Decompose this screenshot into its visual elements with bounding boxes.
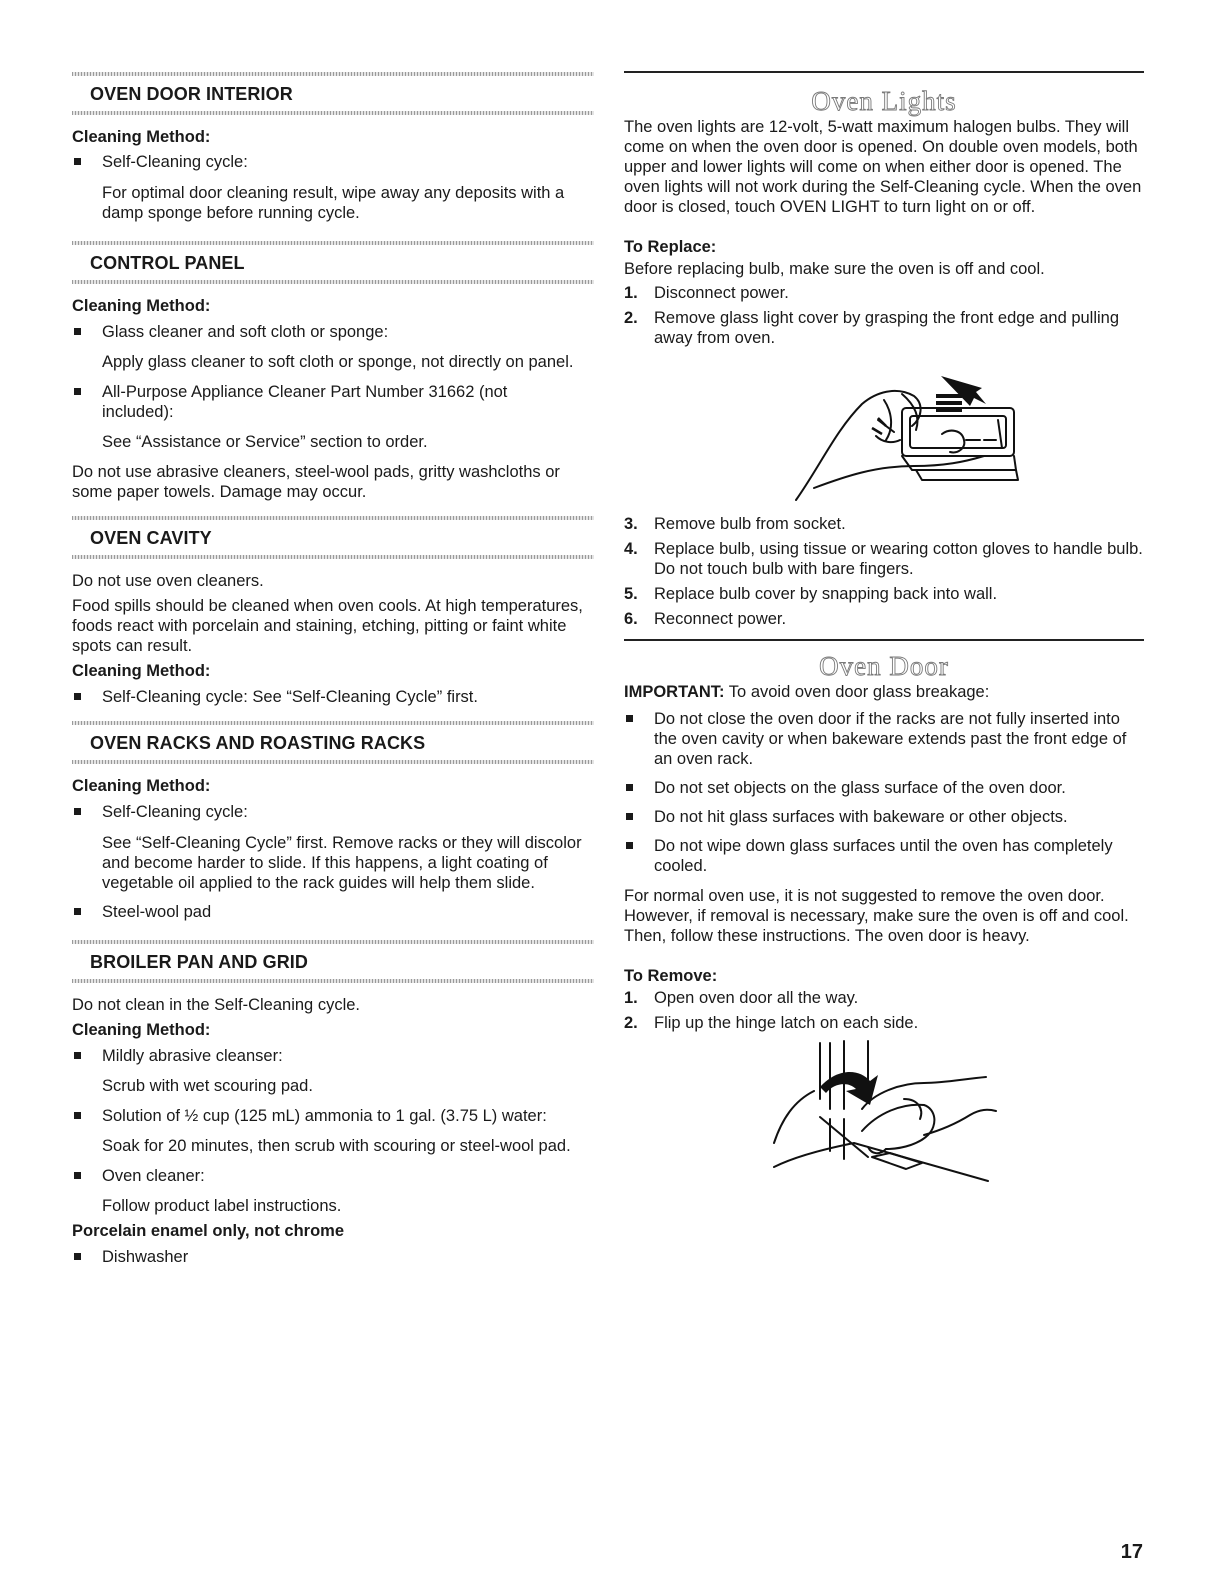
important-note: IMPORTANT: To avoid oven door glass breakage: (624, 683, 990, 701)
section-control-panel (72, 241, 594, 502)
section-title: BROILER PAN AND GRID (90, 952, 308, 972)
bullet-item: Mildly abrasive cleanser: (72, 1046, 594, 1066)
paragraph: Do not use oven cleaners. (72, 572, 264, 590)
section-oven-door-interior (72, 72, 594, 223)
bullet-item: Do not wipe down glass surfaces until the oven has completely cooled. (624, 836, 1144, 876)
page-number: 17 (1120, 1541, 1143, 1563)
section-title: OVEN RACKS AND ROASTING RACKS (90, 733, 426, 753)
cleaning-method-label: Cleaning Method: (72, 777, 211, 795)
bullet-item: Do not set objects on the glass surface of the oven door. (624, 778, 1144, 798)
section-oven-cavity (72, 516, 594, 707)
bullet-item: Self-Cleaning cycle: (72, 152, 594, 172)
bullet-item: Glass cleaner and soft cloth or sponge: (72, 322, 594, 342)
bullet-item: Self-Cleaning cycle: (72, 802, 594, 822)
light-cover-illustration (624, 348, 1144, 514)
oven-lights-intro: The oven lights are 12-volt, 5-watt maximum halogen bulbs. They will come on when the oven door is opened. On double oven models, both upper and lower lights will come on when either door is opened. The oven lights will not work during the Self-Cleaning cycle. When the oven door is closed, touch OVEN LIGHT to turn light on or off. (624, 118, 1142, 216)
bullet-detail: Scrub with wet scouring pad. (102, 1077, 313, 1095)
replace-intro: Before replacing bulb, make sure the oven is off and cool. (624, 260, 1045, 278)
section-title: OVEN CAVITY (90, 528, 212, 548)
bullet-item: Do not hit glass surfaces with bakeware or other objects. (624, 807, 1144, 827)
step-item: 4. Replace bulb, using tissue or wearing cotton gloves to handle bulb. Do not touch bulb with bare fingers. (624, 540, 1143, 578)
cleaning-method-label: Cleaning Method: (72, 1021, 211, 1039)
hinge-latch-illustration (624, 1039, 1144, 1189)
step-item: 5. Replace bulb cover by snapping back into wall. (624, 585, 998, 603)
oven-lights-title: Oven Lights (811, 86, 957, 116)
bullet-item: Steel-wool pad (72, 902, 594, 922)
cleaning-method-label: Cleaning Method: (72, 128, 211, 146)
step-item: 2. Flip up the hinge latch on each side. (624, 1014, 919, 1032)
porcelain-label: Porcelain enamel only, not chrome (72, 1222, 345, 1240)
bullet-item: Solution of ½ cup (125 mL) ammonia to 1 gal. (3.75 L) water: (72, 1106, 594, 1126)
step-item: 3. Remove bulb from socket. (624, 515, 846, 533)
bullet-detail: Apply glass cleaner to soft cloth or sponge, not directly on panel. (102, 353, 574, 371)
to-replace-label: To Replace: (624, 238, 717, 256)
remove-steps (624, 988, 1144, 1033)
hand-light-cover-drawing (624, 348, 1144, 514)
bullet-item: Do not close the oven door if the racks are not fully inserted into the oven cavity or when bakeware extends past the front edge of an oven rack. (624, 709, 1144, 769)
bullet-detail: See “Assistance or Service” section to order. (102, 433, 428, 451)
bullet-detail: Soak for 20 minutes, then scrub with scouring or steel-wool pad. (102, 1137, 571, 1155)
bullet-item: Dishwasher (72, 1247, 594, 1267)
step-item: 1. Open oven door all the way. (624, 989, 859, 1007)
left-column (72, 0, 594, 1267)
paragraph: Food spills should be cleaned when oven cools. At high temperatures, foods react with porcelain and staining, etching, pitting or faint white spots can result. (72, 597, 583, 655)
cleaning-method-label: Cleaning Method: (72, 662, 211, 680)
cleaning-method-label: Cleaning Method: (72, 297, 211, 315)
bullet-item: Oven cleaner: (72, 1166, 594, 1186)
section-title: CONTROL PANEL (90, 253, 245, 273)
door-warnings (624, 709, 1144, 876)
normal-use-paragraph: For normal oven use, it is not suggested to remove the oven door. However, if removal is necessary, make sure the oven is off and cool. Then, follow these instructions. The oven door is heavy. (624, 887, 1129, 945)
bullet-item: All-Purpose Appliance Cleaner Part Number 31662 (not included): (72, 382, 594, 422)
replace-steps-a (624, 283, 1144, 348)
section-oven-racks (72, 721, 594, 922)
section-broiler-pan (72, 940, 594, 1267)
step-item: 6. Reconnect power. (624, 610, 787, 628)
oven-door-title: Oven Door (819, 651, 949, 681)
paragraph: Do not clean in the Self-Cleaning cycle. (72, 996, 360, 1014)
step-item: 2. Remove glass light cover by grasping the front edge and pulling away from oven. (624, 309, 1120, 347)
bullet-detail: For optimal door cleaning result, wipe away any deposits with a damp sponge before running cycle. (102, 184, 565, 222)
bullet-detail: Follow product label instructions. (102, 1197, 342, 1215)
bullet-detail: See “Self-Cleaning Cycle” first. Remove racks or they will discolor and become harder to slide. If this happens, a light coating of vegetable oil applied to the rack guides will help them slide. (102, 834, 582, 892)
section-title: OVEN DOOR INTERIOR (90, 84, 293, 104)
hand-hinge-latch-drawing (624, 1039, 1144, 1189)
step-item: 1. Disconnect power. (624, 284, 789, 302)
to-remove-label: To Remove: (624, 967, 718, 985)
warning-text: Do not use abrasive cleaners, steel-wool pads, gritty washcloths or some paper towels. Damage may occur. (72, 463, 560, 501)
bullet-item: Self-Cleaning cycle: See “Self-Cleaning Cycle” first. (72, 687, 594, 707)
right-column (624, 0, 1144, 1189)
replace-steps-b (624, 514, 1144, 629)
